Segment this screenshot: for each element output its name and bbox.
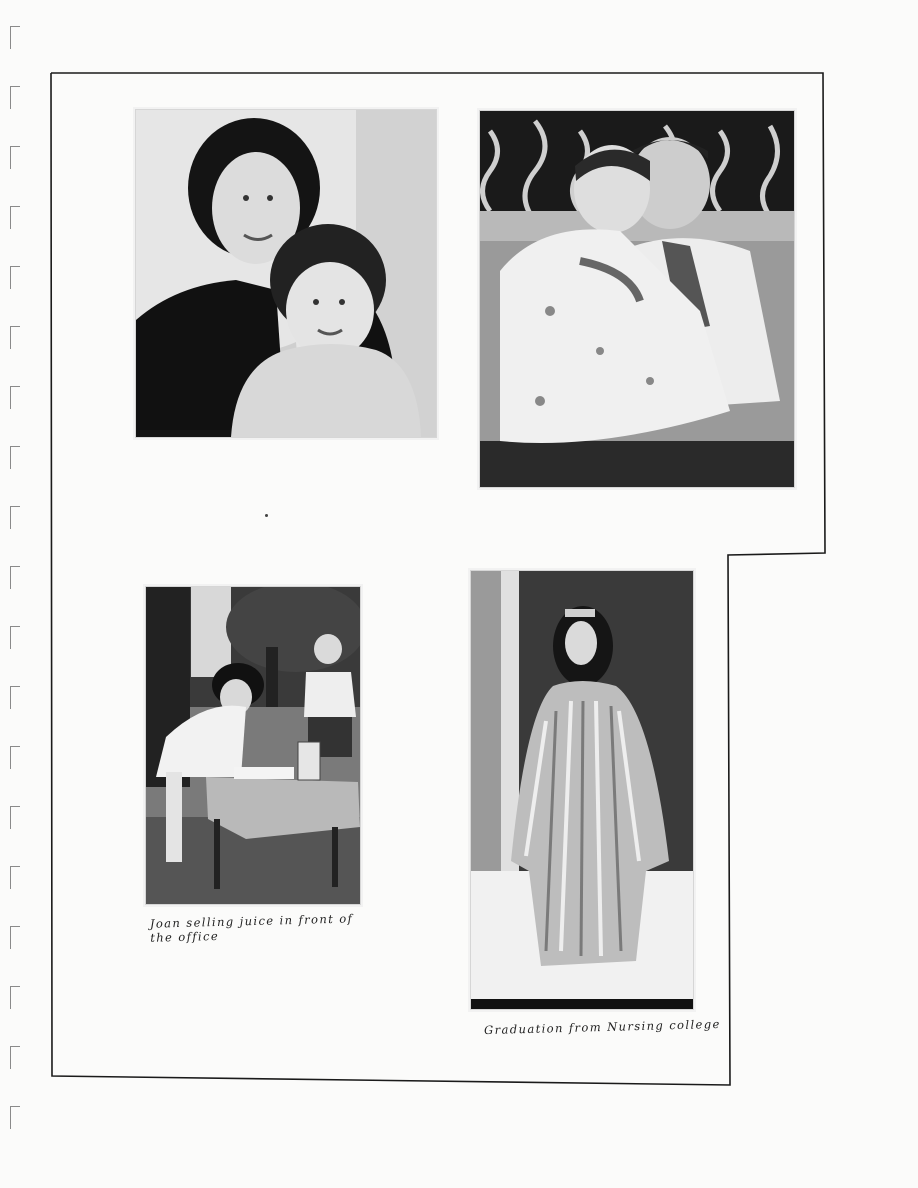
photo-selling-juice (145, 586, 361, 905)
scan-speck (265, 514, 268, 517)
photo-mother-and-child (135, 109, 437, 438)
caption-graduation: Graduation from Nursing college (483, 1016, 721, 1038)
photo-graduation (470, 570, 694, 1010)
photo-father-and-child (479, 110, 795, 488)
caption-selling-juice: Joan selling juice in front of the office (149, 911, 354, 945)
